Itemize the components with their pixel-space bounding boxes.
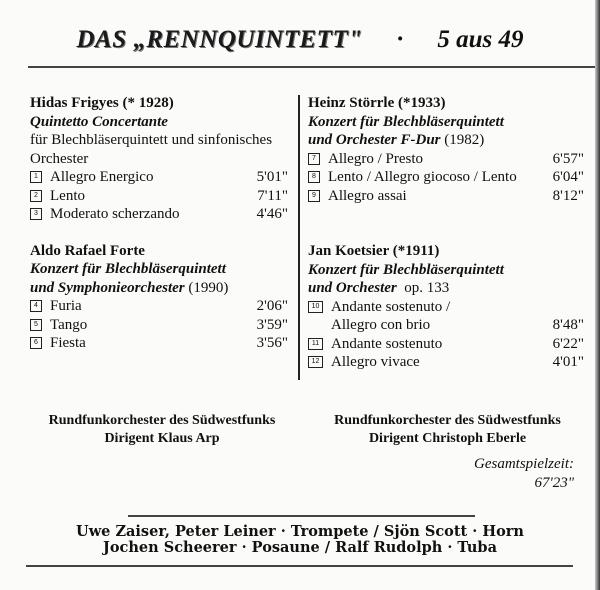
track-name: Tango	[50, 316, 88, 333]
track-row	[30, 334, 288, 353]
track-name: Andante sostenuto	[331, 335, 443, 352]
soloist-credits	[0, 524, 600, 556]
track-duration: 4'01"	[552, 354, 584, 370]
track-name: Allegro vivace	[331, 354, 420, 370]
track-duration: 6'57"	[552, 150, 584, 167]
left-performers	[22, 412, 302, 448]
track-number: 5	[30, 319, 42, 331]
conductor: Dirigent Klaus Arp	[104, 431, 220, 446]
track-duration: 6'04"	[552, 169, 584, 185]
right-column	[308, 94, 584, 372]
page-edge	[595, 0, 600, 590]
composer: Heinz Störrle (*1933)	[308, 95, 446, 111]
conductor: Dirigent Christoph Eberle	[368, 431, 527, 446]
composer: Hidas Frigyes (* 1928)	[30, 95, 174, 111]
track-name: Allegro Energico	[50, 169, 154, 185]
track-name: Allegro / Presto	[328, 150, 423, 167]
track-duration: 6'22"	[552, 335, 584, 352]
work-title: und Orchester F-Dur	[308, 132, 441, 148]
track-row	[30, 168, 288, 187]
orchestra: Rundfunkorchester des Südwestfunks	[334, 413, 561, 428]
track-number: 7	[308, 153, 320, 165]
album-title: 5 aus 49	[437, 26, 524, 53]
track-row	[308, 353, 584, 372]
track-number: 12	[308, 356, 323, 368]
track-duration: 2'06"	[256, 298, 288, 314]
left-column	[30, 94, 288, 353]
track-number: 2	[30, 190, 42, 202]
track-row	[308, 335, 584, 354]
track-name: Allegro assai	[328, 187, 407, 204]
work-opus: op. 133	[404, 280, 450, 296]
track-number: 9	[308, 190, 320, 202]
total-value: 67'23"	[534, 475, 574, 491]
track-duration: 7'11"	[257, 187, 288, 204]
work-title: Konzert für Blechbläserquintett	[30, 261, 226, 277]
work-title: Konzert für Blechbläserquintett	[308, 113, 504, 130]
track-row	[308, 298, 584, 317]
track-row	[30, 205, 288, 224]
composer: Aldo Rafael Forte	[30, 242, 145, 259]
work-subtitle: Orchester	[30, 150, 89, 167]
track-row	[308, 187, 584, 206]
track-name: Lento / Allegro giocoso / Lento	[328, 169, 517, 185]
track-row	[30, 297, 288, 316]
track-duration: 3'59"	[256, 316, 288, 333]
track-name: Moderato scherzando	[50, 206, 180, 222]
track-number: 10	[308, 301, 323, 313]
total-duration	[474, 455, 574, 493]
track-number: 1	[30, 171, 42, 183]
total-label: Gesamtspielzeit:	[474, 456, 574, 472]
track-name: Andante sostenuto /	[331, 298, 451, 315]
credits-line: Uwe Zaiser, Peter Leiner · Trompete / Sjön Scott · Horn	[76, 523, 524, 540]
track-name: Lento	[50, 187, 85, 204]
work-year: (1990)	[188, 279, 229, 296]
track-row	[308, 150, 584, 169]
track-number: 3	[30, 208, 42, 220]
work-subtitle: für Blechbläserquintett und sinfonisches	[30, 132, 273, 148]
credits-bottom-rule	[26, 565, 573, 567]
credits-top-rule	[128, 515, 475, 517]
work-title: und Symphonieorchester	[30, 279, 185, 296]
work-title: und Orchester	[308, 280, 397, 296]
track-row	[30, 187, 288, 206]
column-divider	[298, 95, 300, 380]
track-duration: 8'48"	[552, 317, 584, 333]
right-performers	[305, 412, 590, 448]
header-separator: ·	[396, 26, 404, 53]
work-title: Konzert für Blechbläserquintett	[308, 261, 504, 278]
track-row	[30, 316, 288, 335]
track-number: 4	[30, 300, 42, 312]
track-name: Fiesta	[50, 335, 86, 351]
track-name: Allegro con brio	[331, 317, 431, 333]
track-row	[308, 316, 584, 335]
track-row	[308, 168, 584, 187]
composer: Jan Koetsier (*1911)	[308, 243, 440, 259]
track-duration: 5'01"	[256, 169, 288, 185]
track-number: 8	[308, 171, 320, 183]
work-title: Quintetto Concertante	[30, 113, 168, 130]
track-number: 11	[308, 338, 323, 350]
track-duration: 3'56"	[256, 335, 288, 351]
header-divider	[28, 66, 600, 68]
credits-line: Jochen Scheerer · Posaune / Ralf Rudolph · Tuba	[103, 539, 497, 556]
booklet-header	[0, 26, 600, 54]
track-name: Furia	[50, 298, 82, 314]
orchestra: Rundfunkorchester des Südwestfunks	[48, 413, 276, 428]
track-duration: 4'46"	[256, 206, 288, 222]
ensemble-title: DAS „RENNQUINTETT"	[76, 26, 363, 53]
work-year: (1982)	[444, 132, 485, 148]
track-number: 6	[30, 337, 42, 349]
track-duration: 8'12"	[552, 187, 584, 204]
